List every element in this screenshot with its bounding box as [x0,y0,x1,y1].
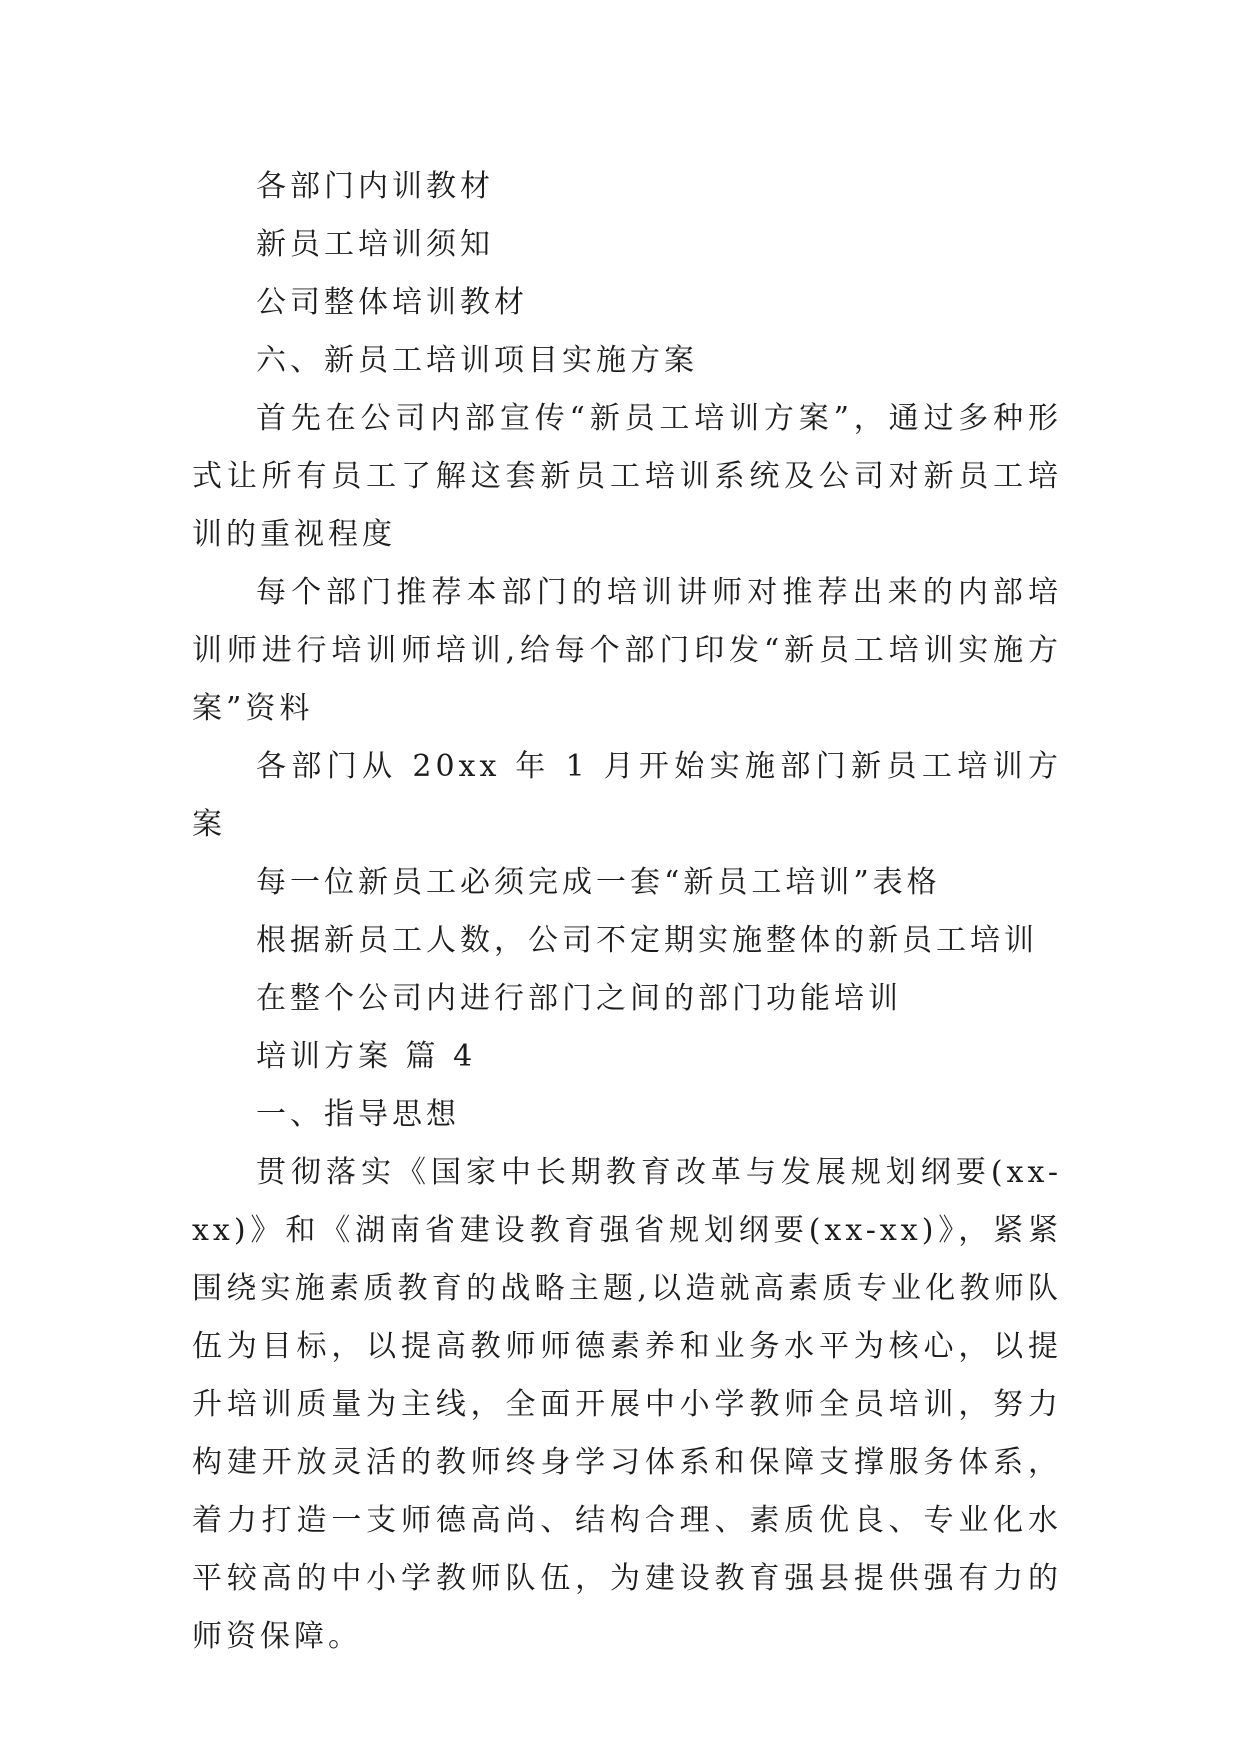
paragraph-company-materials: 公司整体培训教材 [256,285,528,320]
section-heading-guiding-ideology: 一、指导思想 [256,1097,460,1132]
document-body [192,158,1062,1666]
paragraph-guiding-ideology: 贯彻落实《国家中长期教育改革与发展规划纲要(xx-xx)》和《湖南省建设教育强省规划纲要(xx-xx)》，紧紧围绕实施素质教育的战略主题,以造就高素质专业化教师队伍为目标，以提高教师师德素养和业务水平为核心，以提升培训质量为主线，全面开展中小学教师全员培训，努力构建开放灵活的教师终身学习体系和保障支撑服务体系，着力打造一支师德高尚、结构合理、素质优良、专业化水平较高的中小学教师队伍，为建设教育强县提供强有力的师资保障。 [192,1155,1062,1654]
paragraph-promotion: 首先在公司内部宣传“新员工培训方案”，通过多种形式让所有员工了解这套新员工培训系统及公司对新员工培训的重视程度 [192,401,1062,552]
paragraph-training-materials-departments: 各部门内训教材 [256,169,494,204]
paragraph-department-function-training: 在整个公司内进行部门之间的部门功能培训 [256,981,902,1016]
paragraph-department-trainers: 每个部门推荐本部门的培训讲师对推荐出来的内部培训师进行培训师培训,给每个部门印发“新员工培训实施方案”资料 [192,575,1062,726]
paragraph-start-date: 各部门从 20xx 年 1 月开始实施部门新员工培训方案 [192,749,1062,842]
section-heading-implementation: 六、新员工培训项目实施方案 [256,343,698,378]
plan-title-part-4: 培训方案 篇 4 [256,1039,477,1074]
paragraph-forms: 每一位新员工必须完成一套“新员工培训”表格 [256,865,941,900]
paragraph-overall-training: 根据新员工人数，公司不定期实施整体的新员工培训 [256,923,1038,958]
paragraph-new-employee-notice: 新员工培训须知 [256,227,494,262]
